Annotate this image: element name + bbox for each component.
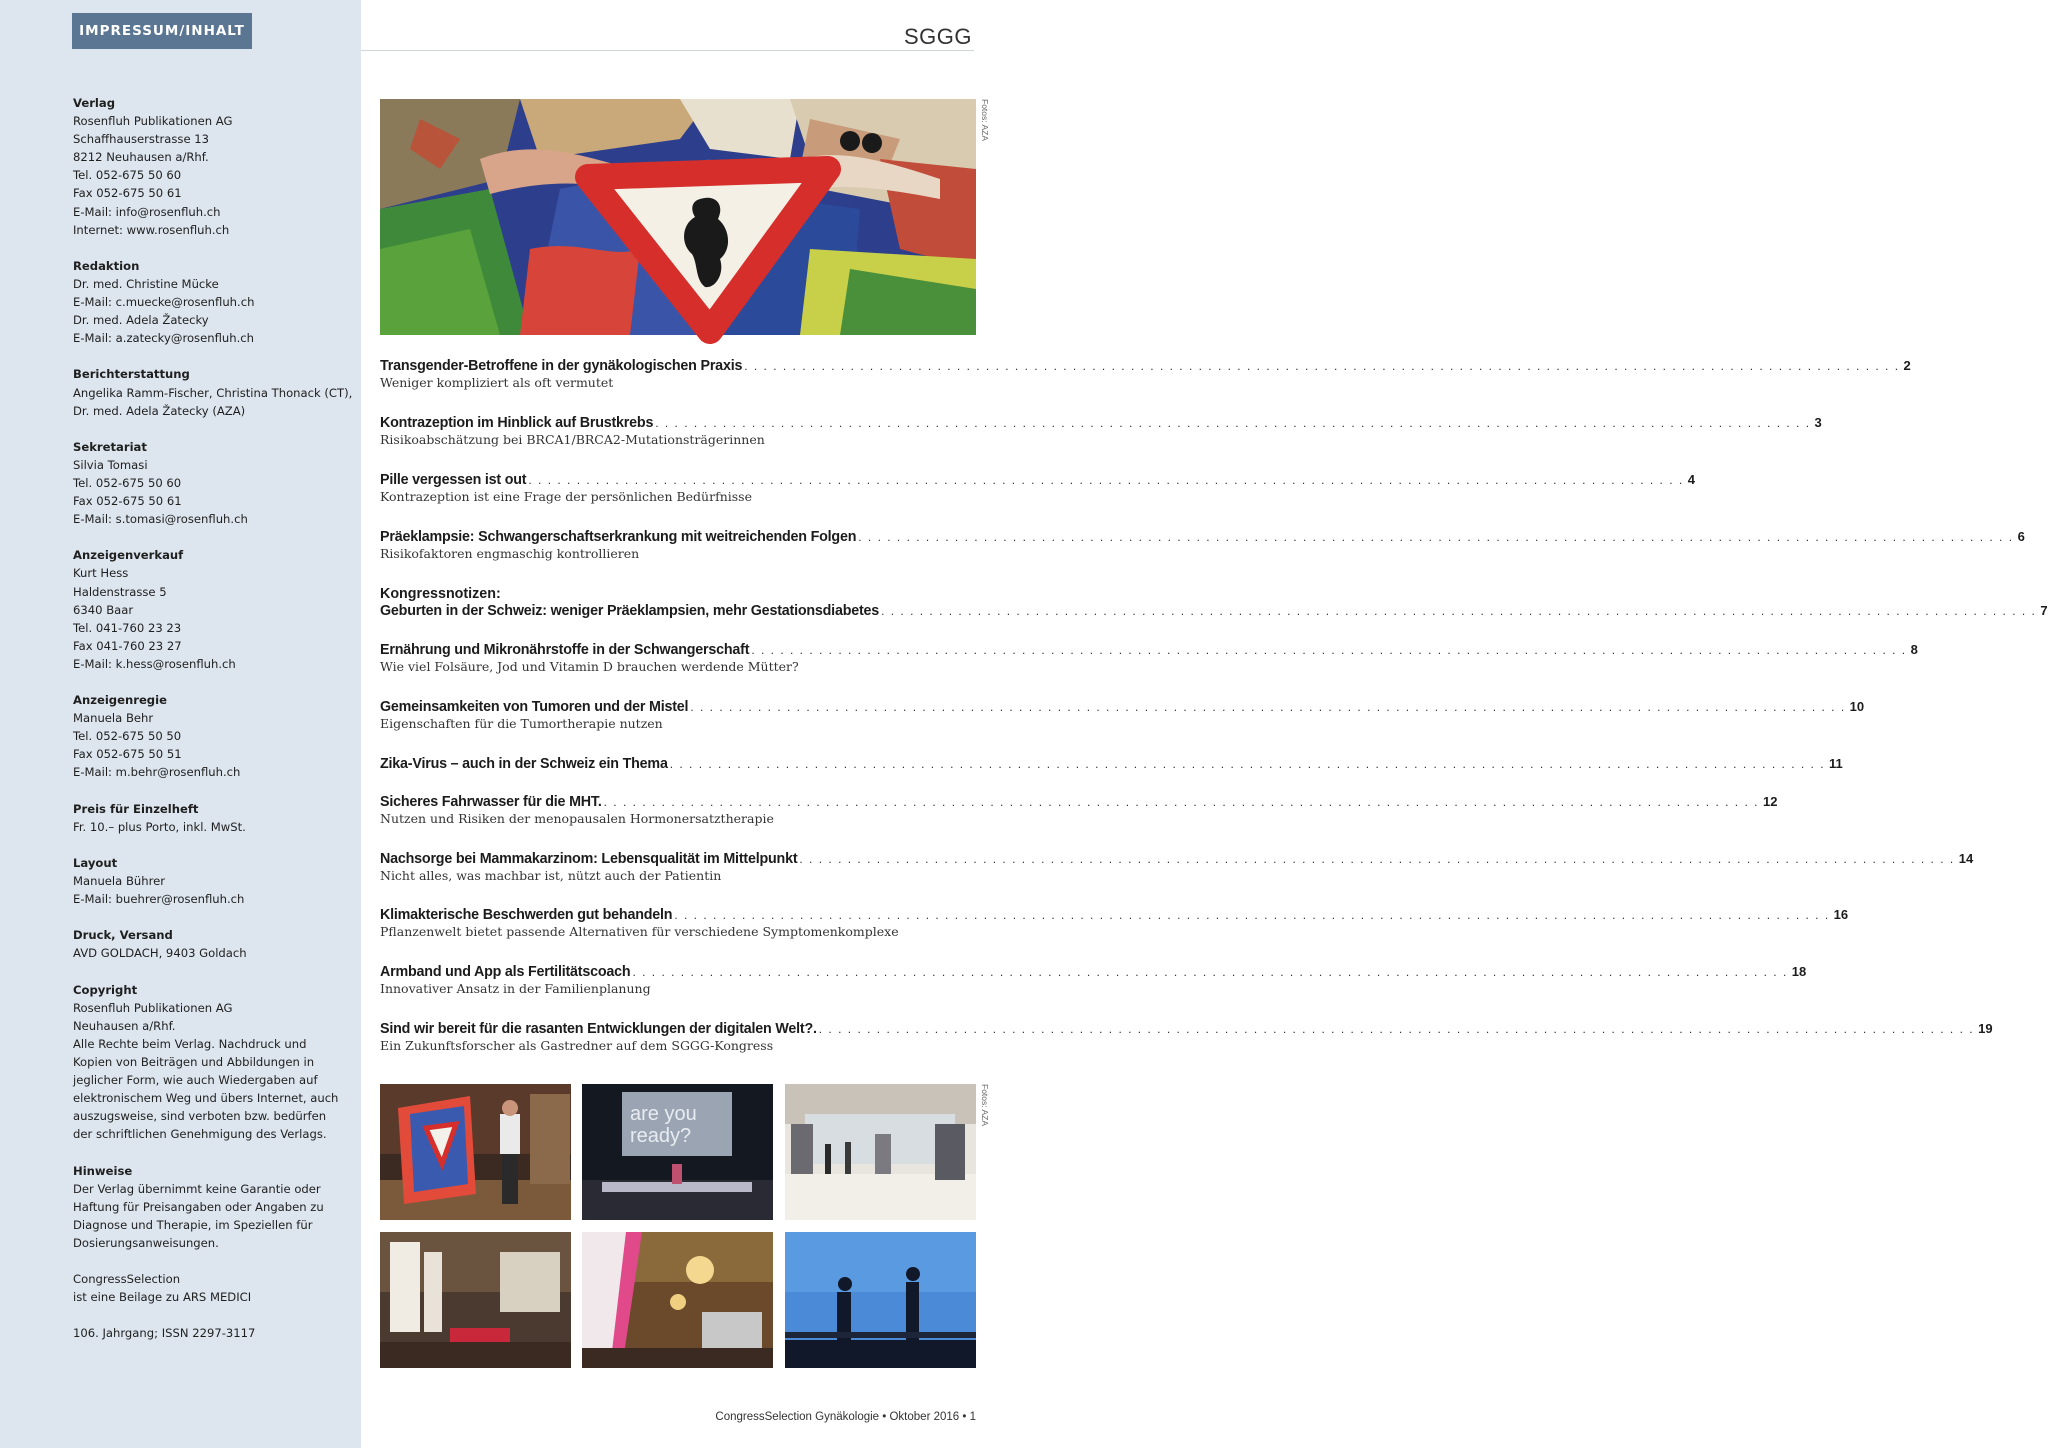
imprint-line: Tel. 052-675 50 50 — [73, 729, 182, 744]
toc-page-number[interactable]: 4 — [1687, 472, 1695, 487]
toc-page-number[interactable]: 7 — [2040, 603, 2048, 618]
imprint-heading: Anzeigenregie — [73, 693, 167, 708]
imprint-line: Dr. med. Adela Žatecky — [73, 313, 209, 328]
imprint-line: Dr. med. Christine Mücke — [73, 276, 219, 291]
toc-page-number[interactable]: 11 — [1829, 756, 1843, 771]
imprint-line: Schaffhauserstrasse 13 — [73, 132, 210, 147]
imprint-line: Neuhausen a/Rhf. — [73, 1018, 176, 1033]
imprint-line: Internet: www.rosenfluh.ch — [73, 222, 230, 237]
imprint-line: E-Mail: c.muecke@rosenfluh.ch — [73, 295, 255, 310]
toc-leader-dots: . . . . . . . . . . . . . . . . . . . . . . . . . . . . . . . . . . . . . . . . . . . . . . . . . . . . . . . . . . . . . . . . . . . . . . . . . . . . . . . . . . . . . . . . . . . . . . . . . . . . . . . . . . . . . . . . . . . . . . . . — [881, 604, 2037, 618]
imprint-heading: Copyright — [73, 982, 138, 997]
imprint-section — [73, 1324, 343, 1342]
toc-entry[interactable] — [380, 794, 1778, 826]
toc-title[interactable]: Armband und App als Fertilitätscoach — [380, 964, 631, 980]
imprint-line: Haldenstrasse 5 — [73, 584, 167, 599]
imprint-heading: Preis für Einzelheft — [73, 801, 199, 816]
imprint-line: 6340 Baar — [73, 602, 134, 617]
imprint-section — [73, 691, 343, 781]
imprint-line: Silvia Tomasi — [73, 457, 148, 472]
toc-page-number[interactable]: 6 — [2017, 529, 2025, 544]
imprint-line: Fax 052-675 50 51 — [73, 747, 182, 762]
toc-page-number[interactable]: 10 — [1849, 699, 1865, 714]
toc-title[interactable]: Zika-Virus – auch in der Schweiz ein Thema — [380, 756, 668, 772]
page-footer: CongressSelection Gynäkologie • Oktober 2016 • 1 — [715, 1411, 976, 1423]
photo-exhibition-room — [380, 1232, 571, 1368]
toc-entry[interactable] — [380, 851, 1974, 883]
toc-subtitle: Nutzen und Risiken der menopausalen Hormonersatztherapie — [380, 811, 774, 826]
toc-page-number[interactable]: 18 — [1791, 964, 1807, 979]
imprint-section — [73, 365, 353, 419]
imprint-section — [73, 257, 343, 347]
imprint-line: E-Mail: info@rosenfluh.ch — [73, 204, 221, 219]
toc-page-number[interactable]: 12 — [1762, 794, 1778, 809]
imprint-line: Manuela Behr — [73, 711, 154, 726]
imprint-line: Dosierungsanweisungen. — [73, 1235, 219, 1250]
toc-leader-dots: . . . . . . . . . . . . . . . . . . . . . . . . . . . . . . . . . . . . . . . . . . . . . . . . . . . . . . . . . . . . . . . . . . . . . . . . . . . . . . . . . . . . . . . . . . . . . . . . . . . . . . . . . . . . . . . . . . . . . . . . — [674, 908, 1830, 922]
toc-leader-dots: . . . . . . . . . . . . . . . . . . . . . . . . . . . . . . . . . . . . . . . . . . . . . . . . . . . . . . . . . . . . . . . . . . . . . . . . . . . . . . . . . . . . . . . . . . . . . . . . . . . . . . . . . . . . . . . . . . . . . . . . — [690, 700, 1846, 714]
imprint-line: E-Mail: a.zatecky@rosenfluh.ch — [73, 331, 254, 346]
screen-text-line1: are you — [630, 1103, 697, 1125]
imprint-section — [73, 981, 343, 1144]
imprint-section — [73, 1270, 343, 1306]
imprint-line: Kurt Hess — [73, 566, 129, 581]
imprint-line: elektronischem Weg und übers Internet, auch — [73, 1091, 339, 1106]
imprint-line: Fax 052-675 50 61 — [73, 494, 182, 509]
toc-subtitle: Ein Zukunftsforscher als Gastredner auf dem SGGG-Kongress — [380, 1038, 774, 1053]
imprint-line: E-Mail: k.hess@rosenfluh.ch — [73, 656, 236, 671]
photo-credit-bottom: Fotos: AZA — [980, 1084, 990, 1127]
photo-conference-screen — [582, 1084, 773, 1220]
imprint-section — [73, 854, 343, 908]
imprint-section — [73, 546, 343, 673]
photo-artist-painting — [380, 1084, 571, 1220]
imprint-line: ist eine Beilage zu ARS MEDICI — [73, 1290, 252, 1305]
imprint-line: E-Mail: s.tomasi@rosenfluh.ch — [73, 512, 248, 527]
imprint-line: 8212 Neuhausen a/Rhf. — [73, 150, 209, 165]
toc-entry[interactable] — [380, 1021, 1993, 1053]
toc-entry[interactable] — [380, 699, 1865, 731]
imprint-heading: Druck, Versand — [73, 928, 173, 943]
screen-text-line2: ready? — [630, 1125, 692, 1147]
imprint-heading: Redaktion — [73, 258, 140, 273]
imprint-line: E-Mail: m.behr@rosenfluh.ch — [73, 765, 241, 780]
imprint-block — [73, 94, 353, 1361]
toc-leader-dots: . . . . . . . . . . . . . . . . . . . . . . . . . . . . . . . . . . . . . . . . . . . . . . . . . . . . . . . . . . . . . . . . . . . . . . . . . . . . . . . . . . . . . . . . . . . . . . . . . . . . . . . . . . . . . . . . . . . . . . . . — [632, 965, 1788, 979]
photo-credit-top: Fotos: AZA — [980, 99, 990, 142]
toc-page-number[interactable]: 14 — [1958, 851, 1974, 866]
toc-title[interactable]: Sind wir bereit für die rasanten Entwicklungen der digitalen Welt?. — [380, 1021, 817, 1037]
toc-leader-dots: . . . . . . . . . . . . . . . . . . . . . . . . . . . . . . . . . . . . . . . . . . . . . . . . . . . . . . . . . . . . . . . . . . . . . . . . . . . . . . . . . . . . . . . . . . . . . . . . . . . . . . . . . . . . . . . . . . . . . . . . — [655, 416, 1811, 430]
toc-title[interactable]: Kontrazeption im Hinblick auf Brustkrebs — [380, 415, 654, 431]
imprint-line: CongressSelection — [73, 1272, 181, 1287]
section-label: IMPRESSUM/INHALT — [72, 13, 252, 49]
imprint-heading: Sekretariat — [73, 439, 147, 454]
imprint-line: Der Verlag übernimmt keine Garantie oder — [73, 1181, 321, 1196]
toc-leader-dots: . . . . . . . . . . . . . . . . . . . . . . . . . . . . . . . . . . . . . . . . . . . . . . . . . . . . . . . . . . . . . . . . . . . . . . . . . . . . . . . . . . . . . . . . . . . . . . . . . . . . . . . . . . . . . . . . . . . . . . . . — [799, 852, 1955, 866]
imprint-line: Rosenfluh Publikationen AG — [73, 1000, 233, 1015]
toc-subtitle: Wie viel Folsäure, Jod und Vitamin D brauchen werdende Mütter? — [380, 659, 799, 674]
imprint-line: Rosenfluh Publikationen AG — [73, 114, 233, 129]
toc-page-number[interactable]: 3 — [1814, 415, 1822, 430]
imprint-line: Kopien von Beiträgen und Abbildungen in — [73, 1054, 315, 1069]
toc-leader-dots: . . . . . . . . . . . . . . . . . . . . . . . . . . . . . . . . . . . . . . . . . . . . . . . . . . . . . . . . . . . . . . . . . . . . . . . . . . . . . . . . . . . . . . . . . . . . . . . . . . . . . . . . . . . . . . . . . . . . . . . . — [603, 795, 1759, 809]
toc-entry[interactable] — [380, 586, 2048, 619]
toc-subtitle: Nicht alles, was machbar ist, nützt auch der Patientin — [380, 868, 722, 883]
imprint-heading: Hinweise — [73, 1163, 133, 1178]
toc-title[interactable]: Gemeinsamkeiten von Tumoren und der Mistel — [380, 699, 689, 715]
imprint-section — [73, 438, 343, 528]
toc-leader-dots: . . . . . . . . . . . . . . . . . . . . . . . . . . . . . . . . . . . . . . . . . . . . . . . . . . . . . . . . . . . . . . . . . . . . . . . . . . . . . . . . . . . . . . . . . . . . . . . . . . . . . . . . . . . . . . . . . . . . . . . . — [858, 530, 2014, 544]
imprint-line: Haftung für Preisangaben oder Angaben zu — [73, 1199, 324, 1214]
header-rule — [361, 50, 974, 51]
imprint-line: Manuela Bührer — [73, 874, 166, 889]
imprint-line: Tel. 052-675 50 60 — [73, 475, 182, 490]
toc-title[interactable]: Geburten in der Schweiz: weniger Präeklampsien, mehr Gestationsdiabetes — [380, 603, 880, 619]
toc-page-number[interactable]: 2 — [1903, 358, 1911, 373]
imprint-heading: Anzeigenverkauf — [73, 548, 184, 563]
toc-kicker: Kongressnotizen: — [380, 586, 501, 602]
imprint-line: Diagnose und Therapie, im Speziellen für — [73, 1217, 313, 1232]
journal-brand: SGGG — [903, 24, 972, 49]
toc-subtitle: Kontrazeption ist eine Frage der persönlichen Bedürfnisse — [380, 489, 752, 504]
imprint-line: Fax 041-760 23 27 — [73, 638, 182, 653]
toc-title[interactable]: Ernährung und Mikronährstoffe in der Schwangerschaft — [380, 642, 750, 658]
imprint-line: Dr. med. Adela Žatecky (AZA) — [73, 403, 246, 418]
imprint-section — [73, 94, 343, 239]
imprint-heading: Verlag — [73, 96, 116, 110]
toc-leader-dots: . . . . . . . . . . . . . . . . . . . . . . . . . . . . . . . . . . . . . . . . . . . . . . . . . . . . . . . . . . . . . . . . . . . . . . . . . . . . . . . . . . . . . . . . . . . . . . . . . . . . . . . . . . . . . . . . . . . . . . . . — [669, 757, 1826, 771]
imprint-line: AVD GOLDACH, 9403 Goldach — [73, 946, 247, 961]
toc-title[interactable]: Klimakterische Beschwerden gut behandeln — [380, 907, 673, 923]
toc-entry[interactable] — [380, 756, 1843, 772]
toc-entry[interactable] — [380, 964, 1807, 996]
toc-leader-dots: . . . . . . . . . . . . . . . . . . . . . . . . . . . . . . . . . . . . . . . . . . . . . . . . . . . . . . . . . . . . . . . . . . . . . . . . . . . . . . . . . . . . . . . . . . . . . . . . . . . . . . . . . . . . . . . . . . . . . . . . — [528, 473, 1684, 487]
imprint-line: Fr. 10.– plus Porto, inkl. MwSt. — [73, 819, 246, 834]
toc-page-number[interactable]: 16 — [1833, 907, 1849, 922]
toc-title[interactable]: Pille vergessen ist out — [380, 472, 527, 488]
toc-title[interactable]: Sicheres Fahrwasser für die MHT. — [380, 794, 602, 810]
toc-subtitle: Weniger kompliziert als oft vermutet — [380, 375, 614, 390]
photo-chandelier-hall — [582, 1232, 773, 1368]
toc-title[interactable]: Präeklampsie: Schwangerschaftserkrankung mit weitreichenden Folgen — [380, 529, 857, 545]
toc-title[interactable]: Nachsorge bei Mammakarzinom: Lebensqualität im Mittelpunkt — [380, 851, 798, 867]
imprint-line: auszugsweise, sind verboten bzw. bedürfen — [73, 1109, 327, 1124]
imprint-heading: Layout — [73, 855, 118, 870]
toc-subtitle: Eigenschaften für die Tumortherapie nutzen — [380, 716, 663, 731]
imprint-line: 106. Jahrgang; ISSN 2297-3117 — [73, 1326, 256, 1341]
toc-subtitle: Risikoabschätzung bei BRCA1/BRCA2-Mutationsträgerinnen — [380, 432, 765, 447]
toc-subtitle: Risikofaktoren engmaschig kontrollieren — [380, 546, 640, 561]
photo-exhibition-hall — [785, 1084, 976, 1220]
toc-entry[interactable] — [380, 529, 2025, 561]
imprint-section — [73, 1162, 343, 1252]
toc-entry[interactable] — [380, 472, 1695, 504]
toc-entry[interactable] — [380, 415, 1822, 447]
imprint-line: E-Mail: buehrer@rosenfluh.ch — [73, 892, 245, 907]
imprint-section — [73, 800, 343, 836]
toc-title[interactable]: Transgender-Betroffene in der gynäkologischen Praxis — [380, 358, 743, 374]
imprint-line: jeglicher Form, wie auch Wiedergaben auf — [73, 1073, 318, 1088]
toc-entry[interactable] — [380, 642, 1918, 674]
toc-leader-dots: . . . . . . . . . . . . . . . . . . . . . . . . . . . . . . . . . . . . . . . . . . . . . . . . . . . . . . . . . . . . . . . . . . . . . . . . . . . . . . . . . . . . . . . . . . . . . . . . . . . . . . . . . . . . . . . . . . . . . . . . — [744, 359, 1900, 373]
imprint-line: Tel. 041-760 23 23 — [73, 620, 182, 635]
imprint-line: Angelika Ramm-Fischer, Christina Thonack (CT), — [73, 385, 353, 400]
toc-page-number[interactable]: 19 — [1978, 1021, 1993, 1036]
toc-subtitle: Pflanzenwelt bietet passende Alternativen für verschiedene Symptomenkomplexe — [380, 924, 899, 939]
imprint-line: Tel. 052-675 50 60 — [73, 168, 182, 183]
toc-leader-dots: . . . . . . . . . . . . . . . . . . . . . . . . . . . . . . . . . . . . . . . . . . . . . . . . . . . . . . . . . . . . . . . . . . . . . . . . . . . . . . . . . . . . . . . . . . . . . . . . . . . . . . . . . . . . . . . . . . . . . . . . — [818, 1022, 1975, 1036]
imprint-line: der schriftlichen Genehmigung des Verlags. — [73, 1127, 327, 1142]
toc-leader-dots: . . . . . . . . . . . . . . . . . . . . . . . . . . . . . . . . . . . . . . . . . . . . . . . . . . . . . . . . . . . . . . . . . . . . . . . . . . . . . . . . . . . . . . . . . . . . . . . . . . . . . . . . . . . . . . . . . . . . . . . . — [751, 643, 1907, 657]
imprint-heading: Berichterstattung — [73, 367, 190, 382]
imprint-section — [73, 926, 343, 962]
imprint-line: Alle Rechte beim Verlag. Nachdruck und — [73, 1036, 307, 1051]
toc-entry[interactable] — [380, 358, 1911, 390]
imprint-line: Fax 052-675 50 61 — [73, 186, 182, 201]
toc-entry[interactable] — [380, 907, 1849, 939]
photo-silhouettes — [785, 1232, 976, 1368]
toc-subtitle: Innovativer Ansatz in der Familienplanung — [380, 981, 651, 996]
cover-painting-photo — [380, 99, 976, 335]
toc-page-number[interactable]: 8 — [1910, 642, 1918, 657]
